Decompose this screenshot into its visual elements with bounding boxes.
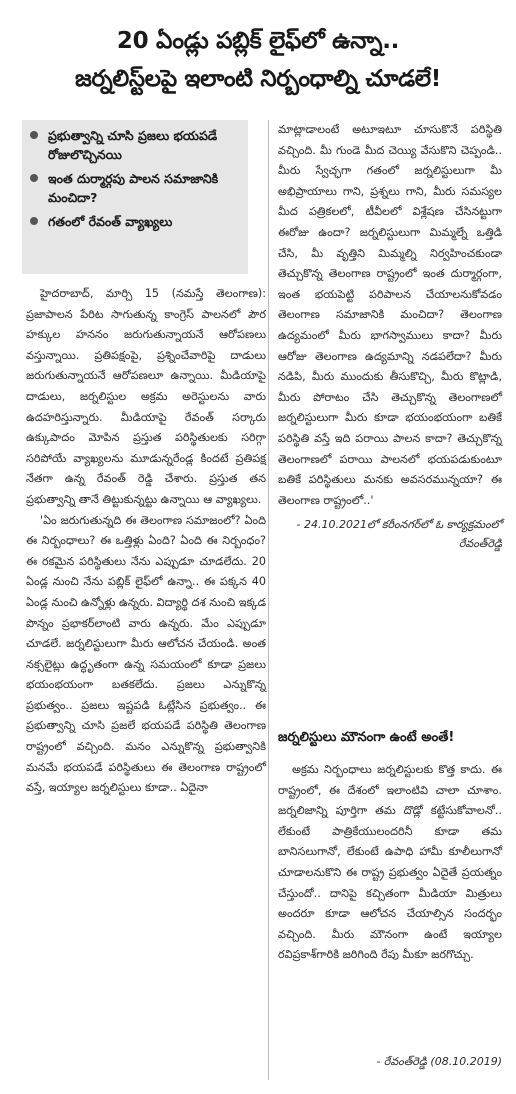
right-paragraph-1: మాట్లాడాలంటే అటూఇటూ చూసుకొనే పరిస్థితి వచ్చింది. మీ గుండె మీద చెయ్యి వేసుకొని చెప్పండి.. మీరు స్వేచ్ఛగా గతంలో జర్నలిస్టులుగా మీ అభిప్రాయాలు గాని, ప్రశ్నలు గాని, మీరు సమస్యల మీద పత్రికలలో, టీవీలలో విశ్లేషణ చేసినట్టుగా ఈరోజు ఉందా? జర్నలిస్టులుగా మిమ్మల్నే ఒత్తిడి చేసి, మీ వృత్తిని మిమ్మల్ని నిర్వహించకుండా తెచ్చుకొన్న తెలంగాణ రాష్ట్రంలో ఇంత దుర్మార్గంగా, ఇంత భయపెట్టి పరిపాలన చేయాలనుకోవడం తెలంగాణ సమాజానికి మంచిదా? తెలంగాణ ఉద్యమంలో మీరు భాగస్వాములు కాదా? మీరు ఆరోజు తెలంగాణ ఉద్యమాన్ని నడపలేదా? మీరు నడిపి, మీరు ముందుకు తీసుకొచ్చి, మీరు కొట్లాడి, మీరు పోరాటం చేసి తెచ్చుకొన్న తెలంగాణలో జర్నలిస్టులుగా మీరు కూడా భయంభయంగా బతికే పరిస్థితి వస్తే ఇది పరాయి పాలన కాదా? తెచ్చుకొన్న తెలంగాణలో పరాయి పాలనలో భయపడుకుంటూ బతికే పరిస్థితులు మనకు అవసరమున్నయా? ఈ తెలంగాణ రాష్ట్రంలో..' [278,123,502,507]
quote-attribution: - 24.10.2021లో కరీంనగర్‌లో ఓ కార్యక్రమంలో రేవంత్‌రెడ్డి [296,518,502,551]
bullet-icon [30,131,38,139]
right-column-second [278,760,502,966]
left-paragraph-1: హైదరాబాద్, మార్చి 15 (నమస్తే తెలంగాణ): ప్రజాపాలన పేరిట సాగుతున్న కాంగ్రెస్ పాలనలో పౌర హక్కుల హననం జరుగుతున్నాయనే ఆరోపణలు వస్తున్నాయి. ప్రతిపక్షంపై, ప్రశ్నించేవారిపై దాడులు జరుగుతున్నాయనే ఆరోపణలూ ఉన్నాయి. మీడియాపై దాడులు, జర్నలిస్టుల అక్రమ అరెస్టులను వారు ఉదహరిస్తున్నారు. మీడియాపై రేవంత్ సర్కారు ఉక్కుపాదం మోపిన ప్రస్తుత పరిస్థితులకు సరిగ్గా సరిపోయే వ్యాఖ్యలను మూడున్నరేండ్ల కిందటే ప్రతిపక్ష నేతగా ఉన్న రేవంత్ రెడ్డి చేశారు. ప్రస్తుత తన ప్రభుత్వాన్ని తానే తిట్టుకున్నట్టు ఉన్నాయి ఆ వ్యాఖ్యలు. [26,287,266,506]
highlight-item [30,169,242,207]
highlight-text: ప్రభుత్వాన్ని చూసి ప్రజలు భయపడే రోజులొచ్చినయి [48,128,218,162]
highlight-item [30,212,242,231]
bullet-icon [30,174,38,182]
right-paragraph-2: అక్రమ నిర్బంధాలు జర్నలిస్టులకు కొత్త కాదు. ఈ రాష్ట్రంలో, ఈ దేశంలో ఇలాంటివి చాలా చూశాం. జర్నలిజాన్ని పూర్తిగా తమ దొడ్లో కట్టేసుకోవాలనో.. లేకుంటే పాత్రికేయులందరినీ కూడా తమ బానిసలుగానో, లేకుంటే ఉపాధి హామీ కూలీలుగానో చూడాలనుకొని ఈ రాష్ట్ర ప్రభుత్వం ఏదైతే ప్రయత్నం చేస్తుందో.. దానిపై కచ్చితంగా మీడియా మిత్రులు అందరూ కూడా ఆలోచన చేయాల్సిన సందర్భం వచ్చింది. మీరు మౌనంగా ఉంటే ఇయ్యాల రవిప్రకాశ్‌గారికి జరిగింది రేపు మీకూ జరగొచ్చు. [278,763,502,962]
column-divider [268,120,269,1080]
headline-line-2: జర్నలిస్ట్‌లపై ఇలాంటి నిర్బంధాల్ని చూడలే! [75,66,441,92]
left-paragraph-2: 'ఏం జరుగుతున్నది ఈ తెలంగాణ సమాజంలో? ఏంది ఈ నిర్బంధాలు? ఈ ఒత్తిళ్లు ఏంది? ఏంది ఈ నిర్బంధం? ఈ రకమైన పరిస్థితులు నేను ఎప్పుడూ చూడలేదు. 20 ఏండ్ల నుంచి నేను పబ్లిక్ లైఫ్‌లో ఉన్నా.. ఈ పక్కన 40 ఏండ్ల నుంచి ఉన్నోళ్లు ఉన్నరు. విద్యార్థి దశ నుంచి ఇక్కడ పొన్నం ప్రభాకర్‌లాంటి వారు ఉన్నరు. మేం ఎప్పుడూ చూడలే. జర్నలిస్టులుగా మీరు ఆలోచన చేయండి. అంత నక్సలైట్లు ఉద్ధృతంగా ఉన్న సమయంలో కూడా ప్రజలు భయంభయంగా బతకలేదు. ప్రజలు ఎన్నుకొన్న ప్రభుత్వం.. ప్రజలు ఇష్టపడి ఓట్లేసిన ప్రభుత్వం.. ఈ ప్రభుత్వాన్ని చూసి ప్రజలే భయపడే పరిస్థితి తెలంగాణ రాష్ట్రంలో వచ్చింది. మనం ఎన్నుకొన్న ప్రభుత్వానికి మనమే భయపడే పరిస్థితులు ఈ తెలంగాణ రాష్ట్రంలో వస్తే, ఇయ్యాల జర్నలిస్టులు కూడా.. ఏదైనా [26,513,266,795]
right-column [278,120,502,553]
highlight-text: గతంలో రేవంత్ వ్యాఖ్యలు [48,214,173,229]
highlights-box [22,120,248,274]
sub-heading: జర్నలిస్టులు మౌనంగా ఉంటే అంతే! [278,730,455,745]
headline-line-1: 20 ఏండ్లు పబ్లిక్ లైఫ్‌లో ఉన్నా.. [116,28,400,54]
second-attribution: - రేవంత్‌రెడ్డి (08.10.2019) [376,1055,502,1068]
headline [0,22,516,98]
highlight-text: ఇంత దుర్మార్గపు పాలన సమాజానికి మంచిదా? [48,171,219,205]
bullet-icon [30,217,38,225]
highlight-item [30,126,242,164]
left-column [26,284,266,799]
